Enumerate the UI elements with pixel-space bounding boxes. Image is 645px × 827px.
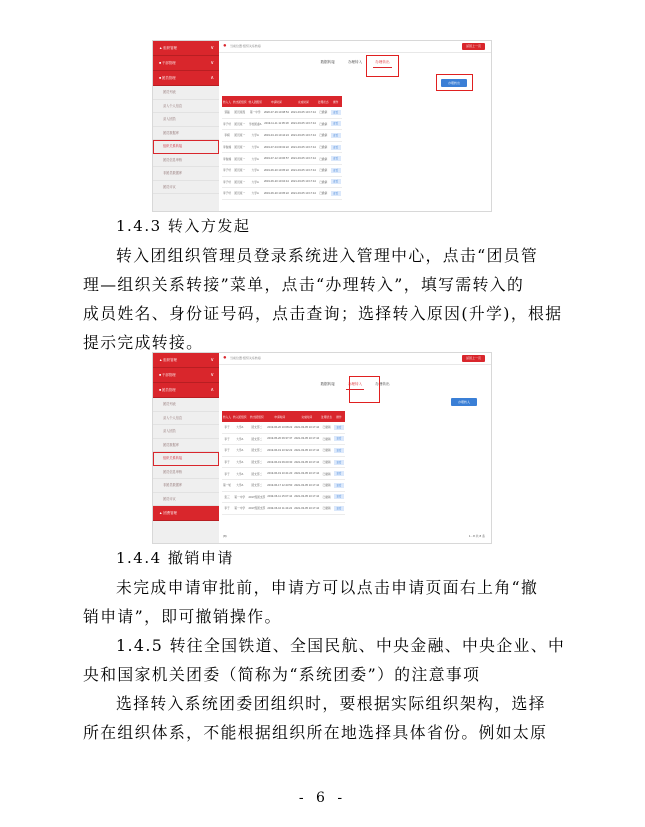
view-button[interactable]: 查看 (334, 483, 344, 488)
table-cell: 团支部二 (248, 456, 267, 468)
table-cell: 已撤销 (317, 107, 330, 118)
sidebar-section-org[interactable]: ▲ 组织管理 ∨ (153, 41, 219, 56)
table-cell: 已撤销 (317, 153, 330, 165)
sidebar-item-member-db[interactable]: 团员数据库 (153, 439, 219, 453)
table-cell: 2021-03-05 10:17:44 (293, 433, 320, 445)
table-cell: 2021-03-05 10:17:44 (290, 176, 317, 188)
table-cell: 李子 (222, 468, 232, 480)
table-cell: 李子 (222, 445, 232, 457)
paragraph-line: 所在组织体系，不能根据组织所在地选择具体省份。例如太原 (83, 723, 548, 742)
chevron-down-icon: ∨ (210, 357, 214, 363)
table-row (222, 141, 342, 153)
table-cell: 团支部二 (248, 468, 267, 480)
tab-transfer-in[interactable]: 办理转入 (346, 379, 364, 390)
table-cell: 已撤销 (317, 188, 330, 200)
highlight-box-tab (349, 376, 380, 403)
table-cell: 2021-03-05 10:17:44 (290, 164, 317, 176)
sidebar-section-org[interactable]: ▲ 组织管理 ∨ (153, 353, 219, 368)
sidebar-item-member-list[interactable]: 团员列表 (153, 86, 219, 100)
table-cell: 2021-03-05 10:17:44 (293, 503, 320, 515)
table-cell (330, 130, 342, 142)
table-cell: 2019-06-19 10:32:22 (266, 445, 293, 457)
table-cell: 蔡磊 (222, 107, 232, 118)
highlight-box-button (436, 74, 473, 91)
table-cell: 李子轩 (222, 118, 232, 130)
table-cell (330, 118, 342, 130)
table-cell: 李俊楠 (222, 153, 232, 165)
chevron-down-icon: ∨ (210, 372, 214, 378)
tab-transfer-out[interactable]: 办理转出 (375, 382, 390, 386)
table-cell: 大学A (232, 445, 247, 457)
section-heading-1-4-5: 1.4.5 转往全国铁道、全国民航、中央金融、中央企业、中 (116, 636, 566, 655)
table-row (222, 188, 342, 200)
sidebar-section-cadre[interactable]: ■ 干部管理 ∨ (153, 368, 219, 383)
table-row (222, 503, 345, 515)
table-cell: 2020-07-29 10:08:54 (263, 107, 290, 118)
section-heading-1-4-3: 1.4.3 转入方发起 (116, 217, 251, 235)
table-cell: 已撤销 (317, 164, 330, 176)
table-cell: 团员班一 (232, 153, 247, 165)
paragraph-line: 未完成申请审批前，申请方可以点击申请页面右上角“撤 (116, 578, 539, 597)
table-cell: 已撤销 (317, 141, 330, 153)
table-cell (333, 479, 345, 491)
table-row (222, 118, 342, 130)
transfer-table (222, 411, 345, 515)
column-header: 操作 (333, 411, 345, 422)
table-cell: 第一中学 (232, 503, 247, 515)
table-cell: 学校团委A (248, 118, 263, 130)
sidebar-item-transfer[interactable]: 组织关系转接 (153, 452, 219, 466)
sidebar-item-personal-info[interactable]: 录入个人信息 (153, 412, 219, 426)
table-cell: 团员班一 (232, 118, 247, 130)
table-cell (330, 107, 342, 118)
topbar (219, 41, 491, 53)
table-cell: 大学A (248, 188, 263, 200)
column-header: 处理状态 (320, 411, 333, 422)
table-cell: 已撤销 (320, 445, 333, 457)
table-cell: 2021-03-05 10:17:44 (290, 130, 317, 142)
table-cell: 大学A (248, 176, 263, 188)
table-cell: 李子 (222, 433, 232, 445)
sidebar-item-transfer[interactable]: 组织关系转接 (153, 140, 219, 154)
column-header: 转入团组织 (248, 96, 263, 107)
paragraph-line: 选择转入系统团委团组织时，要根据实际组织架构，选择 (116, 694, 546, 713)
table-row (222, 164, 342, 176)
view-button[interactable]: 查看 (331, 179, 341, 184)
table-cell: 2019-04-19 10:44:24 (263, 130, 290, 142)
table-cell (330, 188, 342, 200)
table-row (222, 153, 342, 165)
highlight-box-tab (366, 55, 399, 77)
table-cell: 大学A (248, 130, 263, 142)
view-button[interactable]: 查看 (334, 425, 344, 430)
view-button[interactable]: 查看 (331, 110, 341, 115)
table-cell: 2019-06-17 12:43:50 (266, 479, 293, 491)
tab-transfer-out[interactable]: 办理转出 (373, 57, 391, 68)
tab-bar (219, 57, 491, 67)
view-button[interactable]: 查看 (334, 506, 344, 511)
table-cell (333, 445, 345, 457)
topbar (219, 353, 491, 365)
sidebar-item-evaluation[interactable]: 团员评议 (153, 493, 219, 507)
table-cell: 团支部二 (248, 445, 267, 457)
table-row (222, 130, 342, 142)
column-header: 操作 (330, 96, 342, 107)
view-button[interactable]: 查看 (331, 191, 341, 196)
table-cell: 大学A (232, 468, 247, 480)
column-header: 处理状态 (317, 96, 330, 107)
sidebar-item-review[interactable]: 团员信息审核 (153, 466, 219, 480)
section-heading-1-4-4: 1.4.4 撤销申请 (116, 549, 234, 567)
screenshot-transfer-out (152, 40, 492, 212)
table-cell: 2017级团支部 (248, 503, 267, 515)
table-cell: 2021-03-05 10:17:44 (290, 107, 317, 118)
table-cell: 大学A (232, 422, 247, 433)
transfer-out-button[interactable]: 办理转出 (441, 79, 467, 87)
table-cell: 李子轩 (222, 188, 232, 200)
table-cell: 2021-03-05 10:17:44 (293, 479, 320, 491)
breadcrumb: 当前位置:组织关系转接 (230, 356, 261, 360)
table-cell: 2021-03-05 10:17:44 (290, 118, 317, 130)
screenshot-transfer-in (152, 352, 492, 544)
sidebar-section-cadre[interactable]: ■ 干部管理 ∨ (153, 56, 219, 71)
sidebar-item-nonmember-db[interactable]: 非团员数据库 (153, 479, 219, 493)
table-cell: 李子 (222, 422, 232, 433)
sidebar (153, 353, 219, 543)
table-row (222, 433, 345, 445)
table-row (222, 491, 345, 503)
table-cell: 张三 (222, 491, 232, 503)
paragraph-line: 成员姓名、身份证号码，点击查询；选择转入原因(升学)，根据 (83, 304, 563, 323)
table-cell: 2021-03-05 10:17:44 (293, 445, 320, 457)
back-button[interactable]: 返回上一页 (462, 43, 485, 50)
sidebar-item-nonmember-db[interactable]: 非团员数据库 (153, 167, 219, 181)
sidebar-item-add-member[interactable]: 录入团员 (153, 425, 219, 439)
table-row (222, 456, 345, 468)
table-cell: 李俊楠 (222, 141, 232, 153)
table-row (222, 107, 342, 118)
table-cell: 李子轩 (222, 176, 232, 188)
column-header: 申请时间 (266, 411, 293, 422)
view-button[interactable]: 查看 (331, 156, 341, 161)
table-cell (333, 468, 345, 480)
table-cell: 大学A (248, 153, 263, 165)
table-cell: 2019-06-19 09:20:30 (266, 456, 293, 468)
table-cell: 团员班一 (232, 141, 247, 153)
table-cell (333, 456, 345, 468)
column-header: 完成时间 (290, 96, 317, 107)
table-cell: 2019-07-04 09:32:22 (263, 141, 290, 153)
sidebar-item-member-list[interactable]: 团员列表 (153, 398, 219, 412)
table-cell: 大学A (232, 479, 247, 491)
table-footer (223, 534, 485, 540)
tab-data-transfer[interactable]: 数据转接 (320, 382, 335, 386)
column-header: 转入人 (222, 96, 232, 107)
main-panel (219, 41, 491, 211)
table-cell (330, 153, 342, 165)
table-cell: 2021-03-05 10:17:44 (290, 141, 317, 153)
pagination-count: (8) (223, 534, 227, 538)
view-button[interactable]: 查看 (331, 145, 341, 150)
table-cell: 2019-06-20 10:05:22 (263, 188, 290, 200)
table-row (222, 176, 342, 188)
sidebar-section-fee[interactable]: ▲ 团费管理 (153, 506, 219, 521)
table-cell: 2021-03-05 10:17:44 (290, 188, 317, 200)
table-cell: 已撤销 (320, 456, 333, 468)
column-header: 转入团组织 (232, 411, 247, 422)
sidebar-item-add-member[interactable]: 录入团员 (153, 113, 219, 127)
table-cell: 2021-03-05 10:17:44 (293, 468, 320, 480)
table-cell: 已撤销 (317, 176, 330, 188)
tab-data-transfer[interactable]: 数据转接 (320, 60, 335, 64)
table-cell: 2021-03-05 10:17:44 (293, 422, 320, 433)
table-cell: 2019-06-11 15:07:44 (266, 491, 293, 503)
table-cell: 已撤销 (317, 130, 330, 142)
view-button[interactable]: 查看 (334, 460, 344, 465)
column-header: 转入人 (222, 411, 232, 422)
table-cell: 2019-11-11 11:05:18 (263, 118, 290, 130)
table-cell (330, 164, 342, 176)
paragraph-line: 销申请”，即可撤销操作。 (83, 607, 282, 626)
column-header: 转出团组织 (248, 411, 267, 422)
sidebar (153, 41, 219, 211)
column-header: 转出团组织 (232, 96, 247, 107)
table-cell: 李子 (222, 456, 232, 468)
breadcrumb: 当前位置:组织关系转接 (230, 44, 261, 48)
sidebar-item-member-db[interactable]: 团员数据库 (153, 127, 219, 141)
table-cell: 团支部二 (248, 479, 267, 491)
view-button[interactable]: 查看 (331, 133, 341, 138)
table-cell (333, 503, 345, 515)
chevron-down-icon: ∨ (210, 45, 214, 51)
sidebar-item-review[interactable]: 团员信息审核 (153, 154, 219, 168)
pagination-info[interactable]: 1 - 8 共 8 条 (468, 534, 485, 538)
view-button[interactable]: 查看 (334, 471, 344, 476)
table-cell: 已撤销 (320, 433, 333, 445)
paragraph-line: 理—组织关系转接”菜单，点击“办理转入”，填写需转入的 (83, 275, 525, 294)
table-cell: 李棋 (222, 130, 232, 142)
table-row (222, 479, 345, 491)
chevron-up-icon: ∧ (210, 75, 214, 81)
sidebar-item-personal-info[interactable]: 录入个人信息 (153, 100, 219, 114)
table-cell: 李子轩 (222, 164, 232, 176)
table-cell: 2019-06-20 10:05:22 (263, 164, 290, 176)
table-cell: 已撤销 (320, 503, 333, 515)
table-cell: 大学A (248, 141, 263, 153)
sidebar-section-member[interactable]: ■ 团员管理 ∧ (153, 71, 219, 86)
table-cell: 李子 (222, 503, 232, 515)
table-cell: 2019-06-20 10:04:44 (263, 176, 290, 188)
table-cell: 大学A (232, 433, 247, 445)
table-row (222, 422, 345, 433)
chevron-down-icon: ∨ (210, 60, 214, 66)
table-cell: 2019-06-20 10:08:22 (266, 422, 293, 433)
table-cell: 第一轮 (222, 479, 232, 491)
table-cell: 团员班一 (232, 188, 247, 200)
table-cell: 团支部二 (248, 422, 267, 433)
table-row (222, 468, 345, 480)
table-cell: 团员班一 (232, 176, 247, 188)
view-button[interactable]: 查看 (334, 494, 344, 499)
view-button[interactable]: 查看 (331, 121, 341, 126)
table-cell: 已撤销 (320, 491, 333, 503)
table-cell (333, 491, 345, 503)
table-cell: 2017级团支部 (248, 491, 267, 503)
table-cell: 已撤销 (320, 479, 333, 491)
table-cell: 2019-07-12 10:06:57 (263, 153, 290, 165)
table-cell: 2021-03-05 10:17:44 (290, 153, 317, 165)
table-cell: 2021-03-05 10:17:44 (293, 456, 320, 468)
table-cell (330, 141, 342, 153)
chevron-up-icon: ∧ (210, 387, 214, 393)
location-pin-icon: ● (223, 355, 227, 361)
table-cell: 已撤销 (320, 422, 333, 433)
tab-transfer-in[interactable]: 办理转入 (347, 60, 363, 64)
paragraph-line: 提示完成转接。 (83, 333, 204, 352)
view-button[interactable]: 查看 (331, 168, 341, 173)
table-cell (333, 422, 345, 433)
table-cell: 第一中学 (232, 491, 247, 503)
table-cell: 第一中学 (248, 107, 263, 118)
column-header: 完成时间 (293, 411, 320, 422)
table-cell: 2019-05-20 09:37:37 (266, 433, 293, 445)
back-button[interactable]: 返回上一页 (462, 355, 485, 362)
table-row (222, 445, 345, 457)
table-cell: 已撤销 (320, 468, 333, 480)
table-cell: 团支部二 (248, 433, 267, 445)
sidebar-item-evaluation[interactable]: 团员评议 (153, 181, 219, 195)
table-cell (333, 433, 345, 445)
table-cell: 团员班级 (232, 107, 247, 118)
table-cell: 大学A (232, 456, 247, 468)
location-pin-icon: ● (223, 43, 227, 49)
main-panel (219, 353, 491, 543)
view-button[interactable]: 查看 (334, 436, 344, 441)
sidebar-section-member[interactable]: ■ 团员管理 ∧ (153, 383, 219, 398)
view-button[interactable]: 查看 (334, 448, 344, 453)
table-cell: 已撤销 (317, 118, 330, 130)
transfer-table (222, 96, 342, 200)
section-heading-1-4-5-cont: 央和国家机关团委（简称为“系统团委”）的注意事项 (83, 665, 481, 684)
paragraph-line: 转入团组织管理员登录系统进入管理中心，点击“团员管 (116, 246, 539, 265)
table-cell: 2021-03-05 10:17:44 (293, 491, 320, 503)
table-cell: 2019-06-10 11:44:22 (266, 503, 293, 515)
table-cell: 团员班一 (232, 130, 247, 142)
column-header: 申请时间 (263, 96, 290, 107)
transfer-in-button[interactable]: 办理转入 (451, 398, 477, 406)
table-cell (330, 176, 342, 188)
table-cell: 2019-06-19 10:41:20 (266, 468, 293, 480)
page-number: - 6 - (298, 790, 347, 806)
table-cell: 团员班一 (232, 164, 247, 176)
table-cell: 大学A (248, 164, 263, 176)
